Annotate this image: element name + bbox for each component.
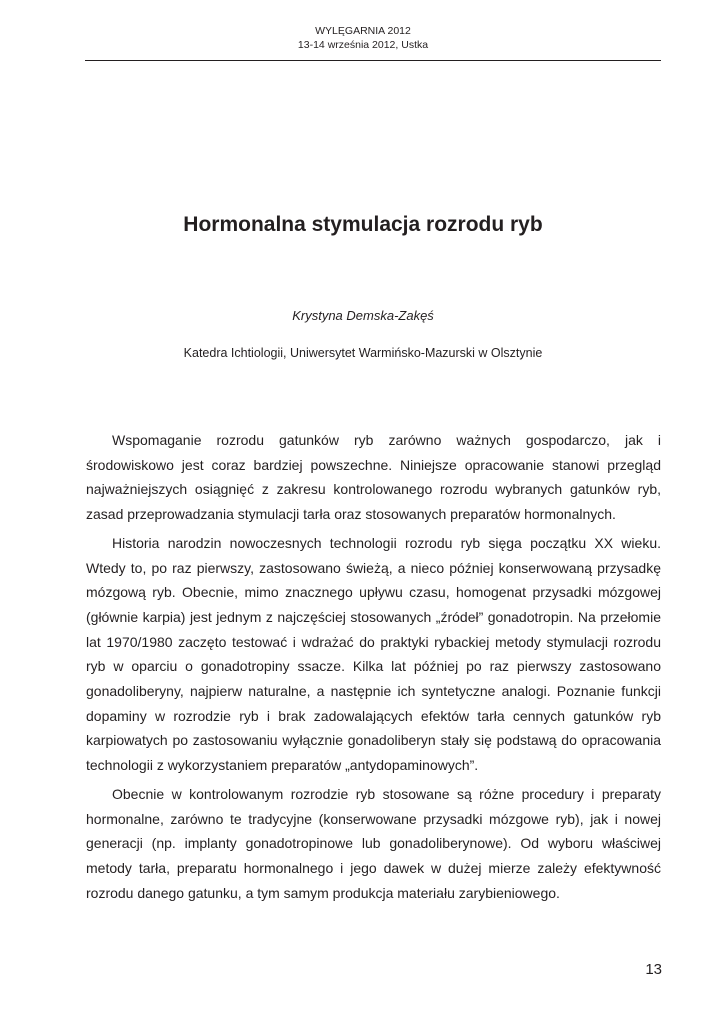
header-journal-title: WYLĘGARNIA 2012 [315, 25, 411, 37]
article-title: Hormonalna stymulacja rozrodu ryb [183, 213, 543, 236]
body-paragraph-2: Historia narodzin nowoczesnych technologii rozrodu ryb sięga początku XX wieku. Wtedy to, po raz pierwszy, zastosowano świeżą, a nieco później konserwowaną przysadkę mózgową ryb. Obecnie, mimo znacznego upływu czasu, homogenat przysadki mózgowej (głównie karpia) jest jednym z najczęściej stosowanych „źródeł” gonadotropin. Na przełomie lat 1970/1980 zaczęto testować i wdrażać do praktyki rybackiej metody stymulacji rozrodu ryb w oparciu o gonadotropiny ssacze. Kilka lat później po raz pierwszy zastosowano gonadoliberyny, najpierw naturalne, a następnie ich syntetyczne analogi. Poznanie funkcji dopaminy w rozrodzie ryb i brak zadowalających efektów tarła cennych gatunków ryb karpiowatych po zastosowaniu wyłącznie gonadoliberyn stały się podstawą do opracowania technologii z wykorzystaniem preparatów „antydopaminowych”. [86, 534, 661, 774]
article-author: Krystyna Demska-Zakęś [292, 308, 434, 323]
body-paragraph-1: Wspomaganie rozrodu gatunków ryb zarówno ważnych gospodarczo, jak i środowiskowo jest coraz bardziej powszechne. Niniejsze opracowanie stanowi przegląd najważniejszych osiągnięć z zakresu kontrolowanego rozrodu wybranych gatunków ryb, zasad przeprowadzania stymulacji tarła oraz stosowanych preparatów hormonalnych. [86, 432, 661, 523]
header-date-location: 13-14 września 2012, Ustka [297, 39, 429, 51]
header-divider [85, 60, 661, 61]
body-paragraph-3: Obecnie w kontrolowanym rozrodzie ryb stosowane są różne procedury i preparaty hormonalne, zarówno te tradycyjne (konserwowane przysadki mózgowe ryb), jak i nowej generacji (np. implanty gonadotropinowe lub gonadoliberynowe). Od wyboru właściwej metody tarła, preparatu hormonalnego i jego dawek w dużej mierze zależy efektywność rozrodu danego gatunku, a tym samym produkcja materiału zarybieniowego. [86, 785, 661, 901]
running-header [0, 24, 726, 52]
author-affiliation: Katedra Ichtiologii, Uniwersytet Warmińsko-Mazurski w Olsztynie [183, 346, 543, 360]
page-number: 13 [645, 961, 662, 978]
article-body [86, 428, 661, 909]
